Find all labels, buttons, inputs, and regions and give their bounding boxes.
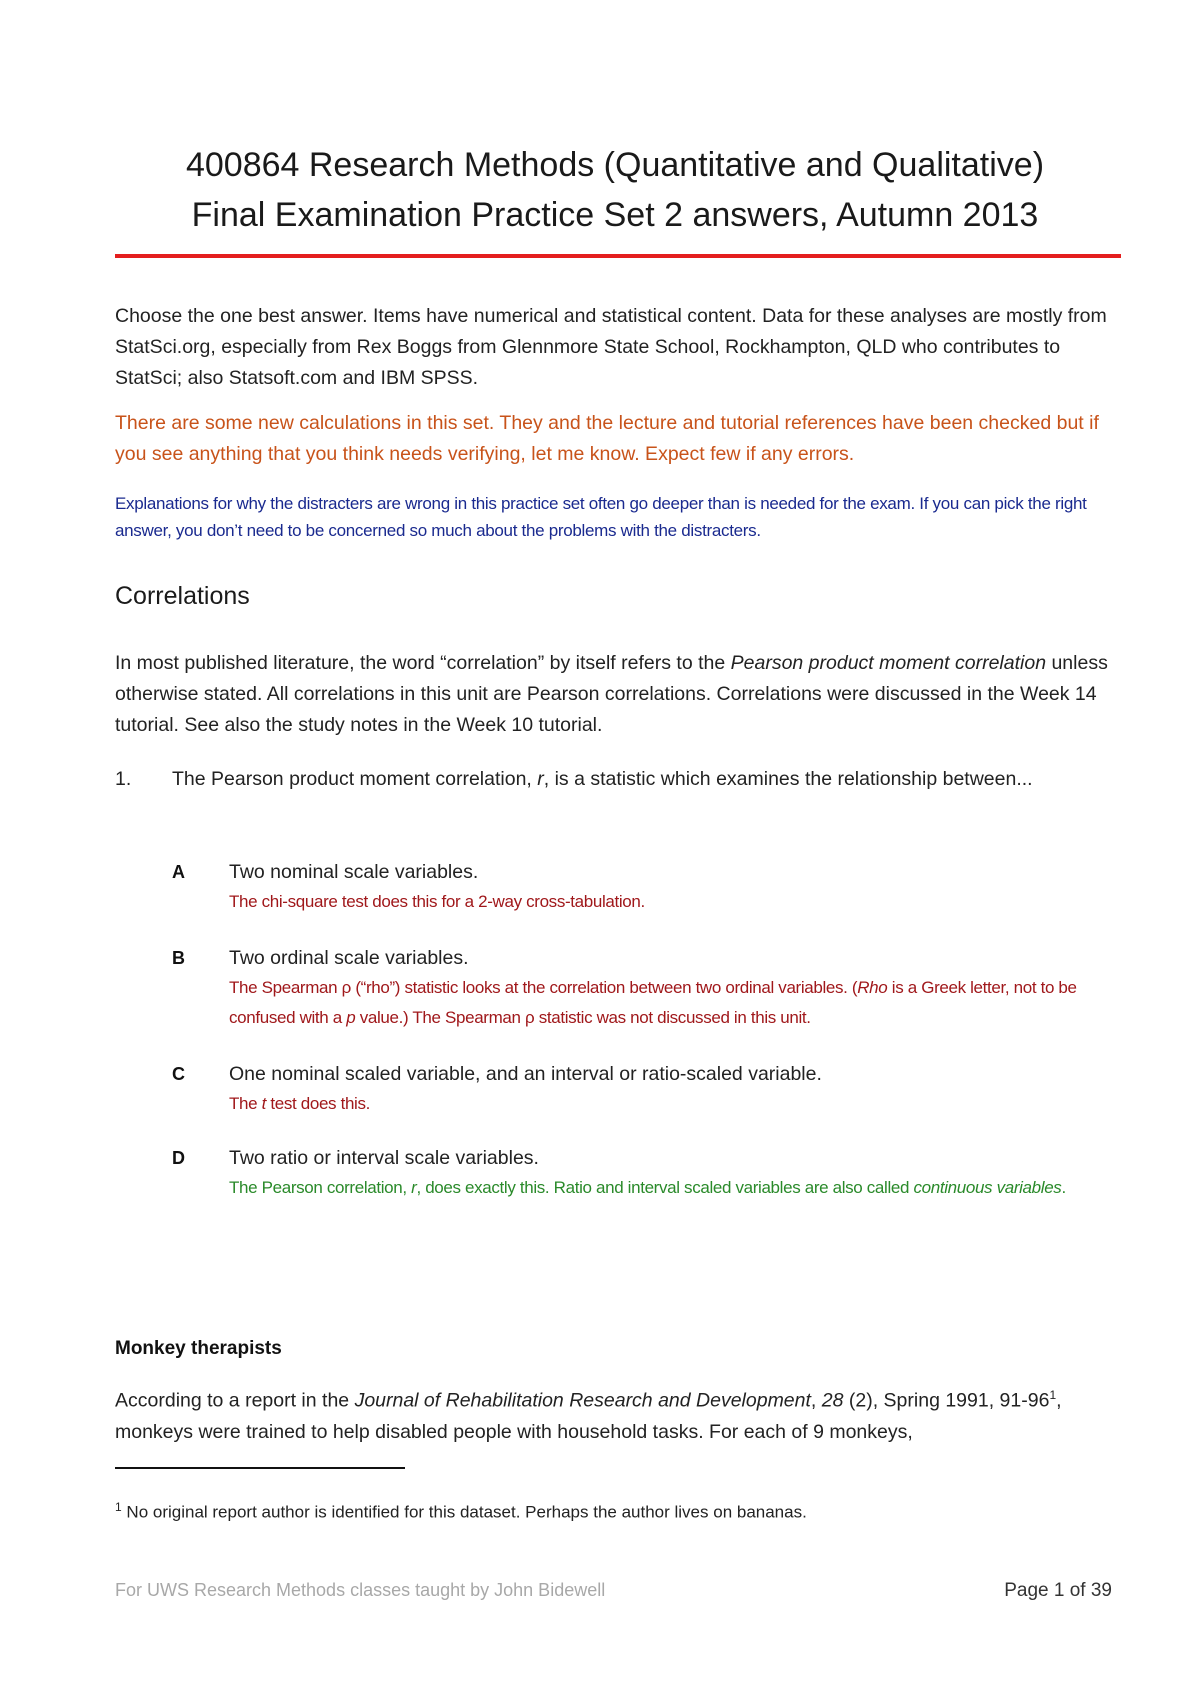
option-c-text: One nominal scaled variable, and an interval or ratio-scaled variable. <box>229 1063 822 1085</box>
option-a-letter: A <box>172 862 185 882</box>
option-d-explanation <box>229 1173 1109 1203</box>
text-run: . <box>1061 1178 1066 1197</box>
footnote <box>115 1500 807 1523</box>
text-run: , monkeys were trained to help disabled people with household tasks. For each of 9 monkeys, <box>115 1389 1062 1443</box>
instructions-paragraph: Choose the one best answer. Items have numerical and statistical content. Data for these analyses are mostly from StatSci.org, especially from Rex Boggs from Glennmore State School, Rockhampton, QLD who contributes to StatSci; also Statsoft.com and IBM SPSS. <box>115 305 1107 389</box>
title-line-1: 400864 Research Methods (Quantitative and Qualitative) <box>185 146 1045 184</box>
page-title <box>115 140 1115 240</box>
italic-term: Pearson product moment correlation <box>730 652 1047 674</box>
italic-term: Rho <box>857 978 888 997</box>
question-number: 1. <box>115 768 132 790</box>
text-run: , <box>810 1389 822 1412</box>
new-calculations-note: There are some new calculations in this set. They and the lecture and tutorial references have been checked but if you see anything that you think needs verifying, let me know. Expect few if any errors. <box>115 412 1099 465</box>
page-number: Page 1 of 39 <box>1004 1580 1112 1601</box>
text-run: The Pearson product moment correlation, <box>172 768 538 790</box>
option-a-explanation: The chi-square test does this for a 2-way cross-tabulation. <box>229 892 645 911</box>
volume-number: 28 <box>821 1389 844 1412</box>
footnote-reference[interactable]: 1 <box>1049 1388 1057 1402</box>
text-run: In most published literature, the word “correlation” by itself refers to the <box>115 652 731 674</box>
text-run: The Spearman ρ (“rho”) statistic looks at the correlation between two ordinal variables. ( <box>229 978 858 997</box>
option-c-letter: C <box>172 1064 185 1084</box>
distracters-note: Explanations for why the distracters are wrong in this practice set often go deeper than is needed for the exam. If you can pick the right answer, you don’t need to be concerned so much about the problems with the distracters. <box>115 494 1087 540</box>
italic-term: r <box>411 1178 417 1197</box>
footnote-text: No original report author is identified for this dataset. Perhaps the author lives on bananas. <box>121 1502 807 1522</box>
option-b-letter: B <box>172 948 185 968</box>
section-heading-monkey-therapists: Monkey therapists <box>115 1338 282 1359</box>
option-d-text: Two ratio or interval scale variables. <box>229 1147 539 1169</box>
option-a-text: Two nominal scale variables. <box>229 861 479 883</box>
monkey-paragraph <box>115 1380 1125 1448</box>
footnote-divider <box>115 1467 405 1469</box>
title-line-2: Final Examination Practice Set 2 answers, Autumn 2013 <box>191 196 1039 234</box>
italic-term: r <box>537 768 544 790</box>
correlations-paragraph <box>115 648 1125 741</box>
option-b-explanation <box>229 973 1109 1033</box>
text-run: The <box>229 1094 262 1113</box>
text-run: test does this. <box>266 1094 371 1113</box>
text-run: value.) The Spearman ρ statistic was not discussed in this unit. <box>355 1008 811 1027</box>
italic-term: p <box>346 1008 356 1027</box>
italic-term: t <box>261 1094 266 1113</box>
title-divider <box>115 254 1121 258</box>
text-run: unless otherwise stated. All correlations in this unit are Pearson correlations. Correlations were discussed in the Week 14 tutorial. See also the study notes in the Week 10 tutorial. <box>115 652 1108 736</box>
footnote-number: 1 <box>115 1500 122 1514</box>
footer-credit: For UWS Research Methods classes taught by John Bidewell <box>115 1580 606 1600</box>
option-d-letter: D <box>172 1148 185 1168</box>
italic-term: continuous variables <box>913 1178 1062 1197</box>
text-run: , does exactly this. Ratio and interval scaled variables are also called <box>416 1178 914 1197</box>
option-c-explanation <box>229 1089 1109 1119</box>
text-run: is a Greek letter, not to be confused with a <box>229 978 1077 1027</box>
question-stem <box>172 764 1072 795</box>
text-run: The Pearson correlation, <box>229 1178 412 1197</box>
option-b-text: Two ordinal scale variables. <box>229 947 469 969</box>
text-run: According to a report in the <box>115 1389 355 1412</box>
journal-title: Journal of Rehabilitation Research and Development <box>354 1389 811 1412</box>
text-run: , is a statistic which examines the relationship between... <box>543 768 1033 790</box>
text-run: (2), Spring 1991, 91-96 <box>843 1389 1050 1412</box>
section-heading-correlations: Correlations <box>115 582 250 610</box>
